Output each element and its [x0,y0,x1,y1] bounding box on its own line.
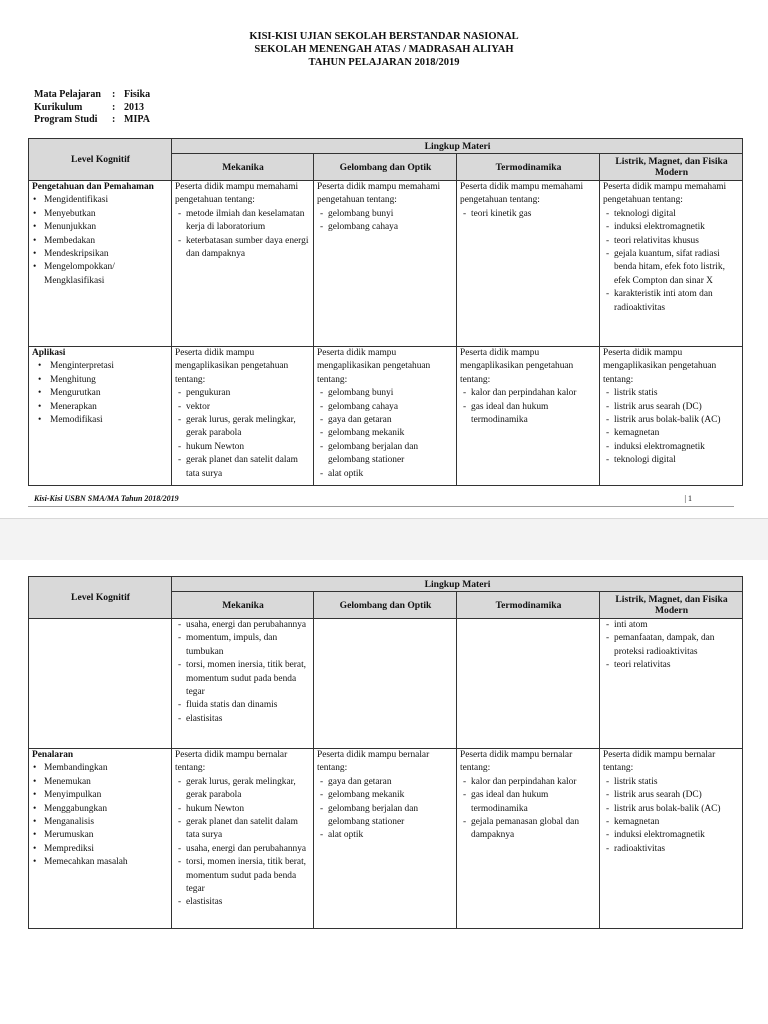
materi-item: - usaha, energi dan perubahannya [175,843,311,856]
doc-title-line-3: TAHUN PELAJARAN 2018/2019 [308,57,460,68]
cell-intro: Peserta didik mampu bernalar tentang: [603,750,716,774]
materi-item: - alat optik [317,829,454,842]
materi-item: - usaha, energi dan perubahannya [175,619,311,632]
materi-cell [600,619,743,749]
materi-item: - alat optik [317,468,454,481]
materi-list [175,619,311,726]
materi-list [460,387,597,427]
materi-item: - torsi, momen inersia, titik berat, momentum sudut pada benda tegar [175,659,311,699]
materi-item: - induksi elektromagnetik [603,221,740,234]
kisi-kisi-table-page-1 [28,138,743,486]
footer-text: Kisi-Kisi USBN SMA/MA Tahun 2018/2019 [34,494,179,503]
materi-cell [172,749,314,929]
materi-item: - gejala kuantum, sifat radiasi benda hitam, efek foto listrik, efek Compton dan sinar X [603,248,740,288]
cell-intro: Peserta didik mampu memahami pengetahuan tentang: [460,182,584,206]
materi-list [603,387,740,467]
verb-item: • Mengelompokkan/ Mengklasifikasi [32,261,169,288]
meta-row [34,114,150,127]
materi-item: - gerak planet dan satelit dalam tata surya [175,454,311,481]
materi-item: - gelombang berjalan dan gelombang stationer [317,441,454,468]
materi-cell [600,347,743,486]
level-name: Aplikasi [32,348,66,358]
table-row [29,619,743,749]
materi-list [175,776,311,910]
verb-item: • Membedakan [32,235,169,248]
materi-item: - keterbatasan sumber daya energi dan dampaknya [175,235,311,262]
verb-item: • Memprediksi [32,843,169,856]
table-body [29,181,743,486]
verb-item: • Menyebutkan [32,208,169,221]
level-cell [29,347,172,486]
materi-item: - listrik arus searah (DC) [603,401,740,414]
materi-list [317,387,454,481]
materi-list [175,387,311,481]
lingkup-materi-header: Lingkup Materi [172,139,743,154]
page-number: | 1 [684,494,692,503]
level-kognitif-header: Level Kognitif [29,139,172,181]
materi-item: - teori relativitas [603,659,740,672]
materi-cell [314,181,457,347]
materi-item: - listrik arus bolak-balik (AC) [603,414,740,427]
materi-item: - teknologi digital [603,208,740,221]
verb-item: • Mengurutkan [32,387,169,400]
materi-list [317,776,454,843]
materi-item: - listrik arus bolak-balik (AC) [603,803,740,816]
materi-item: - kalor dan perpindahan kalor [460,776,597,789]
verb-item: • Memodifikasi [32,414,169,427]
operational-verbs-list [32,762,169,869]
column-header-listrik-magnet: Listrik, Magnet, dan Fisika Modern [600,592,743,619]
materi-item: - gelombang bunyi [317,387,454,400]
column-header-termodinamika: Termodinamika [457,154,600,181]
materi-cell [314,347,457,486]
materi-item: - torsi, momen inersia, titik berat, momentum sudut pada benda tegar [175,856,311,896]
meta-row [34,89,150,102]
kisi-kisi-table-page-2 [28,576,743,929]
verb-item: • Menghitung [32,374,169,387]
verb-item: • Membandingkan [32,762,169,775]
column-header-mekanika: Mekanika [172,592,314,619]
column-header-gelombang-optik: Gelombang dan Optik [314,154,457,181]
meta-row [34,102,150,115]
materi-cell [314,749,457,929]
cell-intro: Peserta didik mampu memahami pengetahuan tentang: [603,182,727,206]
cell-intro: Peserta didik mampu bernalar tentang: [317,750,430,774]
level-kognitif-header: Level Kognitif [29,577,172,619]
materi-item: - gejala pemanasan global dan dampaknya [460,816,597,843]
materi-cell [172,181,314,347]
materi-item: - gaya dan getaran [317,776,454,789]
verb-item: • Mengidentifikasi [32,194,169,207]
materi-item: - hukum Newton [175,441,311,454]
verb-item: • Menerapkan [32,401,169,414]
materi-item: - induksi elektromagnetik [603,441,740,454]
meta-colon: : [112,114,116,125]
verb-item: • Mendeskripsikan [32,248,169,261]
cell-intro: Peserta didik mampu mengaplikasikan pengetahuan tentang: [460,348,574,385]
verb-item: • Merumuskan [32,829,169,842]
cell-intro: Peserta didik mampu mengaplikasikan pengetahuan tentang: [175,348,289,385]
materi-item: - teori relativitas khusus [603,235,740,248]
meta-value: MIPA [124,114,150,125]
materi-item: - gas ideal dan hukum termodinamika [460,401,597,428]
level-name: Penalaran [32,750,74,760]
meta-value: Fisika [124,89,151,100]
footer-divider [28,506,734,507]
materi-cell [172,619,314,749]
materi-item: - gelombang berjalan dan gelombang stationer [317,803,454,830]
verb-item: • Menganalisis [32,816,169,829]
cell-intro: Peserta didik mampu mengaplikasikan pengetahuan tentang: [317,348,431,385]
column-header-listrik-magnet: Listrik, Magnet, dan Fisika Modern [600,154,743,181]
materi-item: - elastisitas [175,713,311,726]
materi-cell [457,749,600,929]
materi-item: - inti atom [603,619,740,632]
table-body [29,619,743,929]
materi-cell [600,749,743,929]
materi-item: - kalor dan perpindahan kalor [460,387,597,400]
materi-item: - pengukuran [175,387,311,400]
meta-colon: : [112,101,116,113]
materi-item: - gelombang cahaya [317,221,454,234]
meta-label: Kurikulum [34,101,83,113]
materi-item: - pemanfaatan, dampak, dan proteksi radioaktivitas [603,632,740,659]
level-cell [29,749,172,929]
materi-item: - gelombang cahaya [317,401,454,414]
level-cell [29,619,172,749]
materi-list [460,776,597,843]
table-row [29,347,743,486]
materi-item: - elastisitas [175,896,311,909]
meta-colon: : [112,89,116,100]
materi-cell [172,347,314,486]
doc-title-line-1: KISI-KISI UJIAN SEKOLAH BERSTANDAR NASIONAL [249,31,519,42]
page-separator [0,518,768,562]
materi-item: - listrik statis [603,776,740,789]
column-header-mekanika: Mekanika [172,154,314,181]
materi-item: - teori kinetik gas [460,208,597,221]
table-row [29,749,743,929]
materi-item: - metode ilmiah dan keselamatan kerja di laboratorium [175,208,311,235]
materi-cell [314,619,457,749]
materi-item: - vektor [175,401,311,414]
materi-item: - gelombang bunyi [317,208,454,221]
materi-item: - gerak lurus, gerak melingkar, gerak parabola [175,776,311,803]
verb-item: • Menyimpulkan [32,789,169,802]
materi-cell [600,181,743,347]
materi-item: - radioaktivitas [603,843,740,856]
cell-intro: Peserta didik mampu bernalar tentang: [175,750,288,774]
materi-list [603,619,740,673]
materi-item: - momentum, impuls, dan tumbukan [175,632,311,659]
document-page-2 [0,560,768,1024]
verb-item: • Menemukan [32,776,169,789]
materi-list [603,776,740,856]
table-row [29,181,743,347]
column-header-gelombang-optik: Gelombang dan Optik [314,592,457,619]
page-footer [34,494,734,503]
materi-item: - listrik arus searah (DC) [603,789,740,802]
verb-item: • Menunjukkan [32,221,169,234]
materi-item: - gerak lurus, gerak melingkar, gerak parabola [175,414,311,441]
verb-item: • Menginterpretasi [32,360,169,373]
doc-title-line-2: SEKOLAH MENENGAH ATAS / MADRASAH ALIYAH [254,44,514,55]
materi-item: - gelombang mekanik [317,427,454,440]
meta-label: Mata Pelajaran [34,89,101,100]
materi-list [317,208,454,235]
level-name: Pengetahuan dan Pemahaman [32,182,154,192]
materi-item: - fluida statis dan dinamis [175,699,311,712]
operational-verbs-list [32,194,169,288]
materi-item: - gelombang mekanik [317,789,454,802]
operational-verbs-list [32,360,169,427]
meta-label: Program Studi [34,114,98,125]
meta-value: 2013 [124,101,144,113]
materi-cell [457,347,600,486]
level-cell [29,181,172,347]
materi-cell [457,181,600,347]
cell-intro: Peserta didik mampu bernalar tentang: [460,750,573,774]
materi-item: - gas ideal dan hukum termodinamika [460,789,597,816]
materi-list [603,208,740,315]
verb-item: • Menggabungkan [32,803,169,816]
materi-list [460,208,597,221]
materi-item: - gerak planet dan satelit dalam tata surya [175,816,311,843]
materi-list [175,208,311,262]
subject-info [34,89,150,127]
materi-item: - karakteristik inti atom dan radioaktivitas [603,288,740,315]
materi-item: - gaya dan getaran [317,414,454,427]
cell-intro: Peserta didik mampu mengaplikasikan pengetahuan tentang: [603,348,717,385]
lingkup-materi-header: Lingkup Materi [172,577,743,592]
materi-item: - induksi elektromagnetik [603,829,740,842]
materi-item: - kemagnetan [603,427,740,440]
materi-item: - hukum Newton [175,803,311,816]
cell-intro: Peserta didik mampu memahami pengetahuan tentang: [175,182,299,206]
materi-cell [457,619,600,749]
cell-intro: Peserta didik mampu memahami pengetahuan tentang: [317,182,441,206]
verb-item: • Memecahkan masalah [32,856,169,869]
materi-item: - listrik statis [603,387,740,400]
materi-item: - teknologi digital [603,454,740,467]
materi-item: - kemagnetan [603,816,740,829]
column-header-termodinamika: Termodinamika [457,592,600,619]
